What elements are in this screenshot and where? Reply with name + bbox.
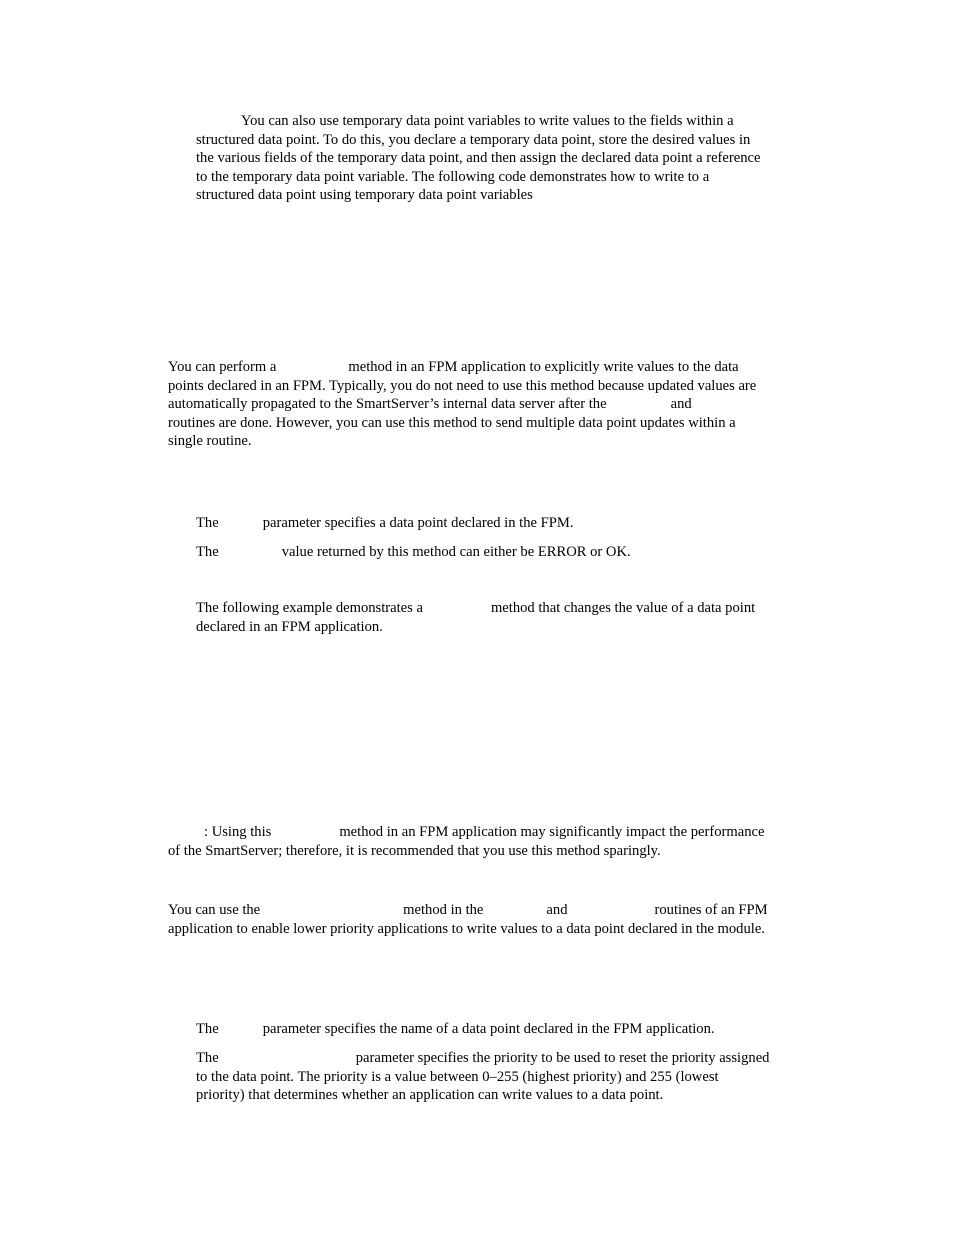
propagate-line-1 xyxy=(168,358,756,377)
reset-param-1-a: The xyxy=(196,1021,219,1037)
propagate-line-5: single routine. xyxy=(168,433,252,450)
intro-line-3: the various fields of the temporary data point, and then assign the declared data point a reference xyxy=(196,150,761,167)
propagate-example-line-2: declared in an FPM application. xyxy=(196,618,383,635)
reset-line-1-b: method in the xyxy=(403,902,484,918)
reset-param-1 xyxy=(196,1020,715,1039)
reset-param-2 xyxy=(196,1049,769,1105)
reset-line-1-d: routines of an FPM xyxy=(654,902,768,918)
propagate-line-3-a: automatically propagated to the SmartServer’s internal data server after the xyxy=(168,396,607,413)
intro-line-1: You can also use temporary data point variables to write values to the fields within a xyxy=(241,113,734,129)
reset-param-1-b: parameter specifies the name of a data point declared in the FPM application. xyxy=(262,1021,715,1037)
reset-line-1-c: and xyxy=(546,902,568,918)
reset-description xyxy=(168,901,768,938)
propagate-example xyxy=(196,599,755,636)
propagate-param-2-a: The xyxy=(196,544,219,560)
reset-param-2-line-3: priority) that determines whether an application can write values to a data point. xyxy=(196,1087,664,1104)
propagate-line-3-b: and xyxy=(670,396,692,413)
propagate-param-1-b: parameter specifies a data point declared in the FPM. xyxy=(262,515,574,531)
reset-param-2-b: parameter specifies the priority to be used to reset the priority assigned xyxy=(355,1050,770,1066)
reset-line-1-a: You can use the xyxy=(168,902,261,918)
propagate-param-1-a: The xyxy=(196,515,219,531)
reset-line-2: application to enable lower priority applications to write values to a data point declared in the module. xyxy=(168,920,765,937)
propagate-param-1 xyxy=(196,514,574,533)
propagate-description xyxy=(168,358,756,451)
reset-param-2-line-2: to the data point. The priority is a value between 0–255 (highest priority) and 255 (lowest xyxy=(196,1068,719,1085)
intro-line-2: structured data point. To do this, you declare a temporary data point, store the desired values in xyxy=(196,131,751,148)
note-line-1-b: method in an FPM application may significantly impact the performance xyxy=(339,824,765,840)
propagate-line-3 xyxy=(168,395,756,414)
intro-line-5: structured data point using temporary data point variables xyxy=(196,187,533,204)
propagate-param-2 xyxy=(196,543,631,562)
note-paragraph xyxy=(168,823,764,860)
note-line-1-a: : Using this xyxy=(204,824,272,840)
propagate-line-1-a: You can perform a xyxy=(168,359,277,375)
propagate-param-2-b: value returned by this method can either be ERROR or OK. xyxy=(281,544,631,560)
propagate-example-line-1-b: method that changes the value of a data point xyxy=(490,600,756,616)
propagate-line-2: points declared in an FPM. Typically, you do not need to use this method because updated values are xyxy=(168,377,757,394)
intro-line-4: to the temporary data point variable. The following code demonstrates how to write to a xyxy=(196,168,710,185)
propagate-example-line-1-a: The following example demonstrates a xyxy=(196,600,423,616)
intro-paragraph xyxy=(196,112,760,205)
note-line-2: of the SmartServer; therefore, it is recommended that you use this method sparingly. xyxy=(168,842,661,859)
reset-param-2-a: The xyxy=(196,1050,219,1066)
propagate-line-1-b: method in an FPM application to explicitly write values to the data xyxy=(348,359,739,375)
propagate-line-4: routines are done. However, you can use this method to send multiple data point updates within a xyxy=(168,414,736,431)
